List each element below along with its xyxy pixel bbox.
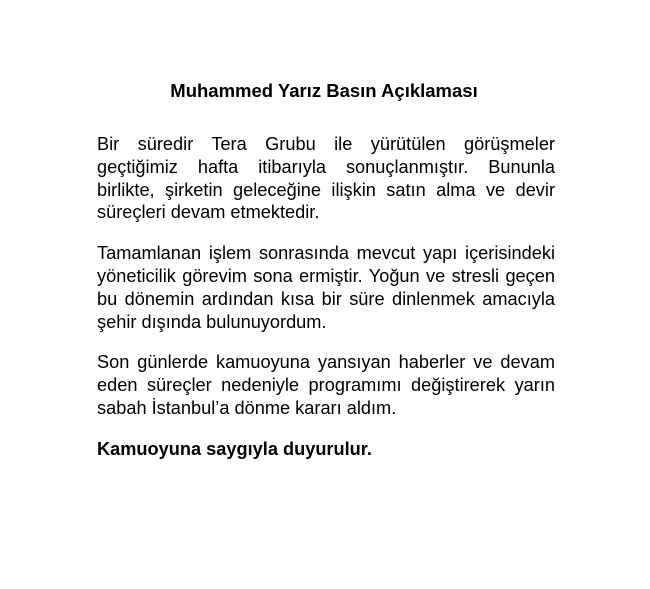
press-release [97, 78, 555, 461]
paragraph-3: Son günlerde kamuoyuna yansıyan haberler ve devam eden süreçler nedeniyle programımı değiştirerek yarın sabah İstanbul’a dönme kararı aldım. [97, 352, 555, 418]
paragraph-1: Bir süredir Tera Grubu ile yürütülen görüşmeler geçtiğimiz hafta itibarıyla sonuçlanmıştır. Bununla birlikte, şirketin geleceğine ilişkin satın alma ve devir süreçleri devam etmektedir. [97, 134, 555, 223]
document-title: Muhammed Yarız Basın Açıklaması [170, 80, 478, 101]
paragraph-2: Tamamlanan işlem sonrasında mevcut yapı içerisindeki yöneticilik görevim sona ermiştir. Yoğun ve stresli geçen bu dönemin ardından kısa bir süre dinlenmek amacıyla şehir dışında bulunuyordum. [97, 243, 555, 332]
closing-statement: Kamuoyuna saygıyla duyurulur. [97, 438, 372, 459]
